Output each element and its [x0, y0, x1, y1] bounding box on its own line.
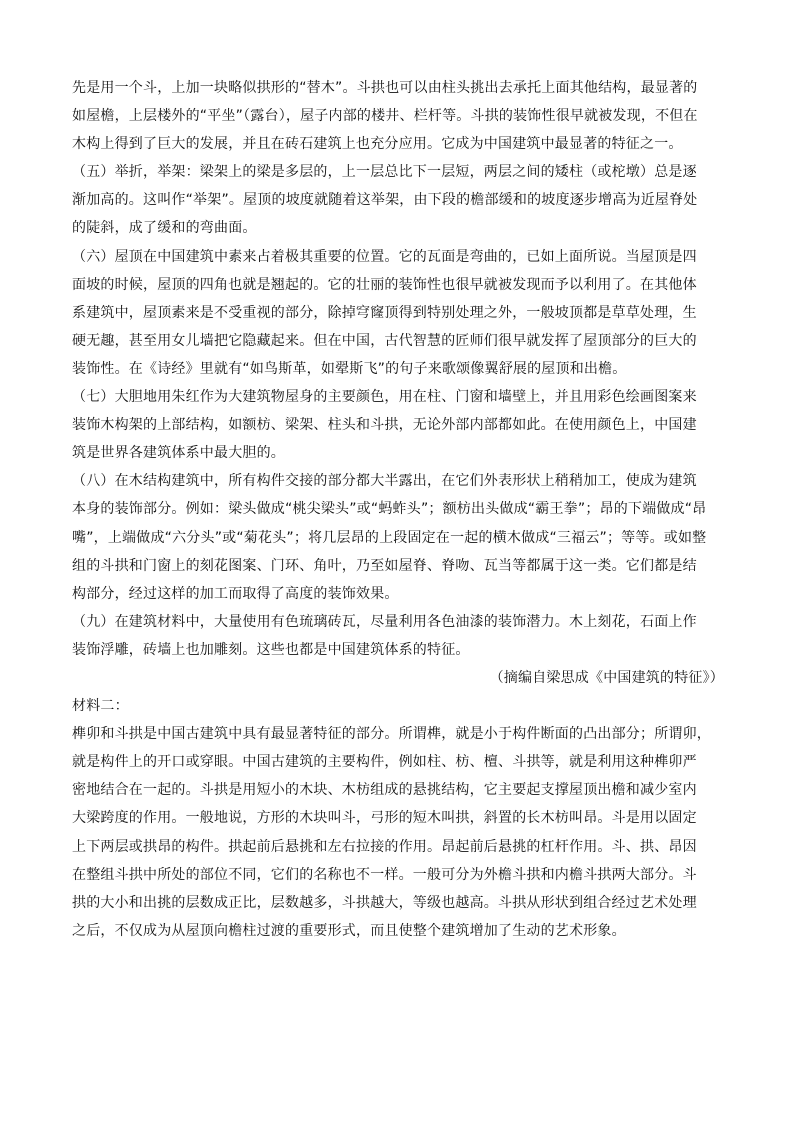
section-heading: 材料二：	[72, 698, 129, 715]
text-line: 装饰木构架的上部结构，如额枋、梁架、柱头和斗拱，无论外部内部都如此。在使用颜色上，中国建	[72, 417, 697, 434]
text-line: 硬无趣，甚至用女儿墙把它隐藏起来。但在中国，古代智慧的匠师们很早就发挥了屋顶部分的巨大的	[72, 332, 697, 349]
text-line: 在整组斗拱中所处的部位不同，它们的名称也不一样。一般可分为外檐斗拱和内檐斗拱两大部分。斗	[72, 866, 697, 883]
text-line: 榫卯和斗拱是中国古建筑中具有最显著特征的部分。所谓榫，就是小于构件断面的凸出部分；所谓卯，	[72, 726, 711, 743]
source-citation: （摘编自梁思成《中国建筑的特征》）	[489, 669, 724, 686]
text-line: 木构上得到了巨大的发展，并且在砖石建筑上也充分应用。它成为中国建筑中最显著的特征之一。	[72, 136, 683, 153]
text-line: 渐加高的。这叫作“举架”。屋顶的坡度就随着这举架，由下段的檐部缓和的坡度逐步增高为近屋脊处	[72, 192, 698, 209]
text-line: （五）举折，举架：梁架上的梁是多层的，上一层总比下一层短，两层之间的矮柱（或柁墩）总是逐	[72, 164, 697, 181]
text-line: 拱的大小和出挑的层数成正比，层数越多，斗拱越大，等级也越高。斗拱从形状到组合经过艺术处理	[72, 894, 697, 911]
text-line: 的陡斜，成了缓和的弯曲面。	[72, 220, 257, 237]
text-line: 筑是世界各建筑体系中最大胆的。	[72, 445, 285, 462]
document-page	[72, 74, 724, 945]
text-line: 装饰浮雕，砖墙上也加雕刻。这些也都是中国建筑体系的特征。	[72, 641, 470, 658]
text-line: 如屋檐，上层楼外的“平坐”（露台），屋子内部的楼井、栏杆等。斗拱的装饰性很早就被发现，不但在	[72, 108, 698, 125]
text-line: （九）在建筑材料中，大量使用有色琉璃砖瓦，尽量利用各色油漆的装饰潜力。木上刻花，石面上作	[72, 613, 697, 630]
text-line: 嘴”，上端做成“六分头”或“菊花头”；将几层昂的上段固定在一起的横木做成“三福云”；等等。或如整	[72, 529, 707, 546]
text-line: 装饰性。在《诗经》里就有“如鸟斯革，如翚斯飞”的句子来歌颂像翼舒展的屋顶和出檐。	[72, 360, 627, 377]
text-line: 就是构件上的开口或穿眼。中国古建筑的主要构件，例如柱、枋、檀、斗拱等，就是利用这种榫卯严	[72, 754, 697, 771]
text-line: （七）大胆地用朱红作为大建筑物屋身的主要颜色，用在柱、门窗和墙壁上，并且用彩色绘画图案来	[72, 389, 697, 406]
text-line: 密地结合在一起的。斗拱是用短小的木块、木枋组成的悬挑结构，它主要起支撑屋顶出檐和减少室内	[72, 782, 697, 799]
text-line: 上下两层或拱昂的构件。拱起前后悬挑和左右拉接的作用。昂起前后悬挑的杠杆作用。斗、拱、昂因	[72, 838, 697, 855]
text-line: （八）在木结构建筑中，所有构件交接的部分都大半露出，在它们外表形状上稍稍加工，使成为建筑	[72, 473, 697, 490]
text-line: 之后，不仅成为从屋顶向檐柱过渡的重要形式，而且使整个建筑增加了生动的艺术形象。	[72, 922, 626, 939]
text-line: 先是用一个斗，上加一块略似拱形的“替木”。斗拱也可以由柱头挑出去承托上面其他结构，最显著的	[72, 80, 698, 96]
text-line: 组的斗拱和门窗上的刻花图案、门环、角叶，乃至如屋脊、脊吻、瓦当等都属于这一类。它们都是结	[72, 557, 697, 574]
text-line: 大梁跨度的作用。一般地说，方形的木块叫斗，弓形的短木叫拱，斜置的长木枋叫昂。斗是用以固定	[72, 810, 697, 827]
text-line: （六）屋顶在中国建筑中素来占着极其重要的位置。它的瓦面是弯曲的，已如上面所说。当屋顶是四	[72, 248, 697, 265]
text-line: 本身的装饰部分。例如：梁头做成“桃尖梁头”或“蚂蚱头”；额枋出头做成“霸王拳”；昂的下端做成“昂	[72, 501, 707, 518]
text-line: 构部分，经过这样的加工而取得了高度的装饰效果。	[72, 585, 399, 602]
text-line: 系建筑中，屋顶素来是不受重视的部分，除掉穹窿顶得到特别处理之外，一般坡顶都是草草处理，生	[72, 304, 697, 321]
text-line: 面坡的时候，屋顶的四角也就是翘起的。它的壮丽的装饰性也很早就被发现而予以利用了。在其他体	[72, 276, 697, 293]
